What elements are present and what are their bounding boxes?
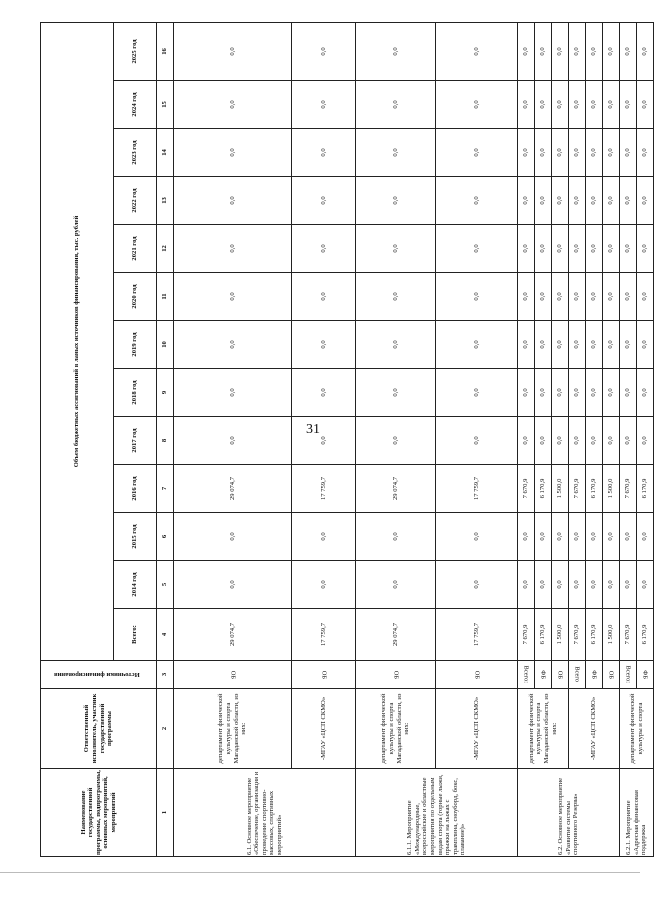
value-cell: 0,0 — [603, 177, 620, 225]
executor-cell: -МГАУ «ЦСП СКМО» — [436, 689, 518, 769]
value-cell: 0,0 — [586, 321, 603, 369]
value-cell: 0,0 — [586, 225, 603, 273]
header-total: Всего: — [114, 609, 157, 661]
value-cell: 17 759,7 — [292, 609, 356, 661]
value-cell: 0,0 — [174, 417, 292, 465]
value-cell: 0,0 — [569, 22, 586, 80]
value-cell: 0,0 — [637, 417, 654, 465]
column-number: 4 — [157, 609, 174, 661]
value-cell: 0,0 — [518, 273, 535, 321]
source-label: ОБ — [473, 670, 481, 679]
value-cell: 0,0 — [603, 22, 620, 80]
column-number: 8 — [157, 417, 174, 465]
row-name-6-1: 6.1. Основное мероприятие «Обеспечение, организация и проведение спортивно-массовых, спортивных мероприятий» — [174, 769, 356, 857]
value-cell: 0,0 — [518, 22, 535, 80]
value-cell: 0,0 — [586, 273, 603, 321]
value-cell: 0,0 — [637, 225, 654, 273]
executor-cell: департамент физической культуры и спорта Магаданской области, из них: — [356, 689, 436, 769]
value-cell: 0,0 — [620, 129, 637, 177]
value-cell: 0,0 — [436, 561, 518, 609]
value-cell: 6 170,9 — [637, 465, 654, 513]
source-cell — [535, 661, 552, 689]
value-cell: 7 670,9 — [518, 609, 535, 661]
value-cell: 0,0 — [356, 417, 436, 465]
table-row — [292, 22, 356, 856]
source-cell — [356, 661, 436, 689]
source-cell — [518, 661, 535, 689]
value-cell: 6 170,9 — [586, 609, 603, 661]
column-number: 7 — [157, 465, 174, 513]
value-cell: 7 670,9 — [620, 609, 637, 661]
source-label: ОБ — [556, 670, 564, 679]
value-cell: 0,0 — [637, 369, 654, 417]
value-cell: 0,0 — [569, 273, 586, 321]
header-year: 2023 год — [114, 129, 157, 177]
value-cell: 0,0 — [535, 22, 552, 80]
value-cell: 1 500,0 — [552, 465, 569, 513]
value-cell: 0,0 — [518, 561, 535, 609]
value-cell: 0,0 — [174, 513, 292, 561]
value-cell: 0,0 — [436, 513, 518, 561]
source-label: ФБ — [590, 670, 598, 679]
value-cell: 6 170,9 — [586, 465, 603, 513]
value-cell: 0,0 — [552, 321, 569, 369]
value-cell: 0,0 — [535, 321, 552, 369]
value-cell: 0,0 — [586, 561, 603, 609]
header-executor: Ответственный исполнитель, участник государственной программы — [41, 689, 157, 769]
value-cell: 0,0 — [292, 321, 356, 369]
value-cell: 0,0 — [603, 129, 620, 177]
value-cell: 0,0 — [569, 513, 586, 561]
value-cell: 0,0 — [518, 177, 535, 225]
value-cell: 0,0 — [552, 273, 569, 321]
value-cell: 0,0 — [637, 561, 654, 609]
value-cell: 0,0 — [292, 129, 356, 177]
value-cell: 0,0 — [586, 417, 603, 465]
value-cell: 0,0 — [620, 273, 637, 321]
value-cell: 0,0 — [552, 561, 569, 609]
value-cell: 29 074,7 — [356, 465, 436, 513]
header-year: 2022 год — [114, 177, 157, 225]
table-row — [356, 22, 436, 856]
value-cell: 0,0 — [174, 81, 292, 129]
value-cell: 0,0 — [535, 561, 552, 609]
value-cell: 0,0 — [436, 225, 518, 273]
value-cell: 0,0 — [637, 177, 654, 225]
value-cell: 0,0 — [586, 513, 603, 561]
value-cell: 0,0 — [603, 369, 620, 417]
header-year: 2018 год — [114, 369, 157, 417]
value-cell: 0,0 — [356, 369, 436, 417]
header-year: 2017 год — [114, 417, 157, 465]
value-cell: 0,0 — [518, 321, 535, 369]
value-cell: 0,0 — [552, 225, 569, 273]
value-cell: 6 170,9 — [535, 609, 552, 661]
source-cell — [569, 661, 586, 689]
source-label: Всего: — [624, 665, 632, 684]
page-number: 31 — [306, 422, 320, 437]
value-cell: 29 074,7 — [356, 609, 436, 661]
source-cell — [620, 661, 637, 689]
value-cell: 0,0 — [174, 225, 292, 273]
value-cell: 29 074,7 — [174, 465, 292, 513]
value-cell: 0,0 — [569, 129, 586, 177]
value-cell: 0,0 — [620, 22, 637, 80]
value-cell: 0,0 — [637, 273, 654, 321]
executor-cell: департамент физической культуры и спорта Магаданской области, из них: — [174, 689, 292, 769]
value-cell: 0,0 — [518, 81, 535, 129]
source-cell — [586, 661, 603, 689]
value-cell: 0,0 — [586, 81, 603, 129]
value-cell: 0,0 — [637, 513, 654, 561]
value-cell: 0,0 — [552, 417, 569, 465]
table-row — [436, 22, 518, 856]
value-cell: 0,0 — [356, 177, 436, 225]
table-row — [620, 22, 637, 856]
column-number: 6 — [157, 513, 174, 561]
value-cell: 0,0 — [569, 369, 586, 417]
value-cell: 0,0 — [569, 417, 586, 465]
column-number: 9 — [157, 369, 174, 417]
value-cell: 0,0 — [292, 513, 356, 561]
value-cell: 0,0 — [586, 129, 603, 177]
row-name-6-2-1: 6.2.1. Мероприятие «Адресная финансовая поддержка — [620, 769, 654, 857]
row-name-6-1-1: 6.1.1. Мероприятие «Международные, всероссийские и областные мероприятия по отдельным видам спорта (горные лыжи, прыжки на лыжах с трамплина, сноуборд, бокс, плавание)» — [356, 769, 518, 857]
value-cell: 0,0 — [436, 22, 518, 80]
value-cell: 0,0 — [436, 369, 518, 417]
header-year: 2024 год — [114, 81, 157, 129]
source-cell — [174, 661, 292, 689]
value-cell: 0,0 — [436, 321, 518, 369]
value-cell: 0,0 — [637, 81, 654, 129]
executor-cell: департамент физической культуры и спорта — [620, 689, 654, 769]
source-cell — [436, 661, 518, 689]
value-cell: 0,0 — [356, 81, 436, 129]
column-number: 11 — [157, 273, 174, 321]
value-cell: 0,0 — [569, 321, 586, 369]
value-cell: 0,0 — [292, 273, 356, 321]
value-cell: 0,0 — [292, 225, 356, 273]
value-cell: 0,0 — [356, 22, 436, 80]
value-cell: 0,0 — [436, 273, 518, 321]
source-label: ОБ — [607, 670, 615, 679]
value-cell: 0,0 — [174, 129, 292, 177]
value-cell: 0,0 — [518, 369, 535, 417]
value-cell: 0,0 — [174, 273, 292, 321]
value-cell: 0,0 — [292, 177, 356, 225]
source-label: Всего — [573, 666, 581, 683]
source-cell — [603, 661, 620, 689]
value-cell: 0,0 — [586, 369, 603, 417]
value-cell: 0,0 — [569, 81, 586, 129]
column-number-row — [157, 22, 174, 856]
header-year: 2014 год — [114, 561, 157, 609]
value-cell: 0,0 — [436, 81, 518, 129]
value-cell: 0,0 — [620, 81, 637, 129]
value-cell: 0,0 — [518, 129, 535, 177]
value-cell: 0,0 — [356, 129, 436, 177]
value-cell: 0,0 — [620, 225, 637, 273]
value-cell: 0,0 — [292, 22, 356, 80]
value-cell: 0,0 — [637, 321, 654, 369]
column-number: 16 — [157, 22, 174, 80]
source-cell — [637, 661, 654, 689]
value-cell: 0,0 — [603, 417, 620, 465]
value-cell: 0,0 — [174, 561, 292, 609]
value-cell: 0,0 — [436, 177, 518, 225]
header-year: 2015 год — [114, 513, 157, 561]
value-cell: 0,0 — [292, 417, 356, 465]
value-cell: 0,0 — [518, 513, 535, 561]
value-cell: 0,0 — [535, 369, 552, 417]
value-cell: 0,0 — [637, 22, 654, 80]
value-cell: 0,0 — [552, 177, 569, 225]
value-cell: 0,0 — [174, 321, 292, 369]
column-number: 1 — [157, 769, 174, 857]
executor-cell: -МГАУ «ЦСП СКМО» — [292, 689, 356, 769]
value-cell: 0,0 — [620, 417, 637, 465]
value-cell: 0,0 — [518, 225, 535, 273]
value-cell: 0,0 — [174, 22, 292, 80]
header-source: Источники финансирования — [54, 671, 141, 679]
value-cell: 0,0 — [603, 513, 620, 561]
value-cell: 0,0 — [535, 513, 552, 561]
source-cell — [552, 661, 569, 689]
value-cell: 0,0 — [356, 321, 436, 369]
value-cell: 0,0 — [620, 321, 637, 369]
header-year: 2021 год — [114, 225, 157, 273]
value-cell: 0,0 — [586, 177, 603, 225]
value-cell: 6 170,9 — [637, 609, 654, 661]
value-cell: 0,0 — [518, 417, 535, 465]
value-cell: 0,0 — [535, 81, 552, 129]
value-cell: 0,0 — [569, 561, 586, 609]
table-row — [174, 22, 292, 856]
value-cell: 1 500,0 — [552, 609, 569, 661]
value-cell: 0,0 — [620, 561, 637, 609]
value-cell: 7 670,9 — [620, 465, 637, 513]
value-cell: 1 500,0 — [603, 609, 620, 661]
value-cell: 0,0 — [292, 561, 356, 609]
executor-cell: департамент физической культуры и спорта Магаданской области, из них: — [518, 689, 569, 769]
value-cell: 0,0 — [586, 22, 603, 80]
value-cell: 0,0 — [620, 177, 637, 225]
column-number: 5 — [157, 561, 174, 609]
rotated-table-container — [40, 25, 649, 857]
value-cell: 0,0 — [436, 129, 518, 177]
value-cell: 17 759,7 — [436, 609, 518, 661]
value-cell: 0,0 — [552, 81, 569, 129]
source-label: ОБ — [392, 670, 400, 679]
table-row — [569, 22, 586, 856]
value-cell: 0,0 — [603, 321, 620, 369]
value-cell: 0,0 — [356, 273, 436, 321]
value-cell: 0,0 — [620, 513, 637, 561]
header-year: 2016 год — [114, 465, 157, 513]
source-label: Всего: — [522, 665, 530, 684]
value-cell: 0,0 — [535, 417, 552, 465]
column-number: 10 — [157, 321, 174, 369]
header-year: 2019 год — [114, 321, 157, 369]
value-cell: 0,0 — [292, 369, 356, 417]
source-cell — [292, 661, 356, 689]
source-label: ОБ — [229, 670, 237, 679]
value-cell: 7 670,9 — [569, 465, 586, 513]
column-number: 2 — [157, 689, 174, 769]
value-cell: 0,0 — [535, 129, 552, 177]
executor-cell: -МГАУ «ЦСП СКМО» — [569, 689, 620, 769]
header-source-cell — [41, 661, 157, 689]
value-cell: 0,0 — [292, 81, 356, 129]
column-number: 13 — [157, 177, 174, 225]
value-cell: 0,0 — [552, 129, 569, 177]
value-cell: 0,0 — [603, 561, 620, 609]
header-year: 2025 год — [114, 22, 157, 80]
value-cell: 7 670,9 — [518, 465, 535, 513]
value-cell: 0,0 — [552, 369, 569, 417]
value-cell: 0,0 — [535, 177, 552, 225]
value-cell: 0,0 — [603, 81, 620, 129]
value-cell: 0,0 — [174, 369, 292, 417]
value-cell: 17 759,7 — [292, 465, 356, 513]
header-row — [41, 22, 114, 856]
value-cell: 0,0 — [637, 129, 654, 177]
value-cell: 1 500,0 — [603, 465, 620, 513]
value-cell: 0,0 — [620, 369, 637, 417]
row-name-6-2: 6.2. Основное мероприятие «Развитие системы спортивного Резерва» — [518, 769, 620, 857]
value-cell: 0,0 — [356, 513, 436, 561]
header-name: Наименование государственной программы, подпрограммы, основных мероприятий, мероприятий — [41, 769, 157, 857]
table-row — [518, 22, 535, 856]
footer-rule — [0, 872, 640, 873]
value-cell: 0,0 — [569, 225, 586, 273]
value-cell: 0,0 — [552, 513, 569, 561]
column-number: 12 — [157, 225, 174, 273]
column-number: 15 — [157, 81, 174, 129]
value-cell: 0,0 — [356, 561, 436, 609]
header-budget-group: Объем бюджетных ассигнований в ланых источников финансирования, тыс. рублей — [41, 22, 114, 660]
value-cell: 0,0 — [569, 177, 586, 225]
source-label: ФБ — [641, 670, 649, 679]
value-cell: 0,0 — [603, 273, 620, 321]
value-cell: 0,0 — [356, 225, 436, 273]
value-cell: 0,0 — [535, 273, 552, 321]
header-year: 2020 год — [114, 273, 157, 321]
source-label: ОБ — [320, 670, 328, 679]
value-cell: 6 170,9 — [535, 465, 552, 513]
value-cell: 0,0 — [603, 225, 620, 273]
budget-table — [40, 22, 654, 857]
column-number: 14 — [157, 129, 174, 177]
value-cell: 0,0 — [174, 177, 292, 225]
value-cell: 0,0 — [552, 22, 569, 80]
value-cell: 17 759,7 — [436, 465, 518, 513]
value-cell: 7 670,9 — [569, 609, 586, 661]
value-cell: 0,0 — [436, 417, 518, 465]
source-label: ФБ — [539, 670, 547, 679]
value-cell: 29 074,7 — [174, 609, 292, 661]
column-number: 3 — [157, 661, 174, 689]
value-cell: 0,0 — [535, 225, 552, 273]
